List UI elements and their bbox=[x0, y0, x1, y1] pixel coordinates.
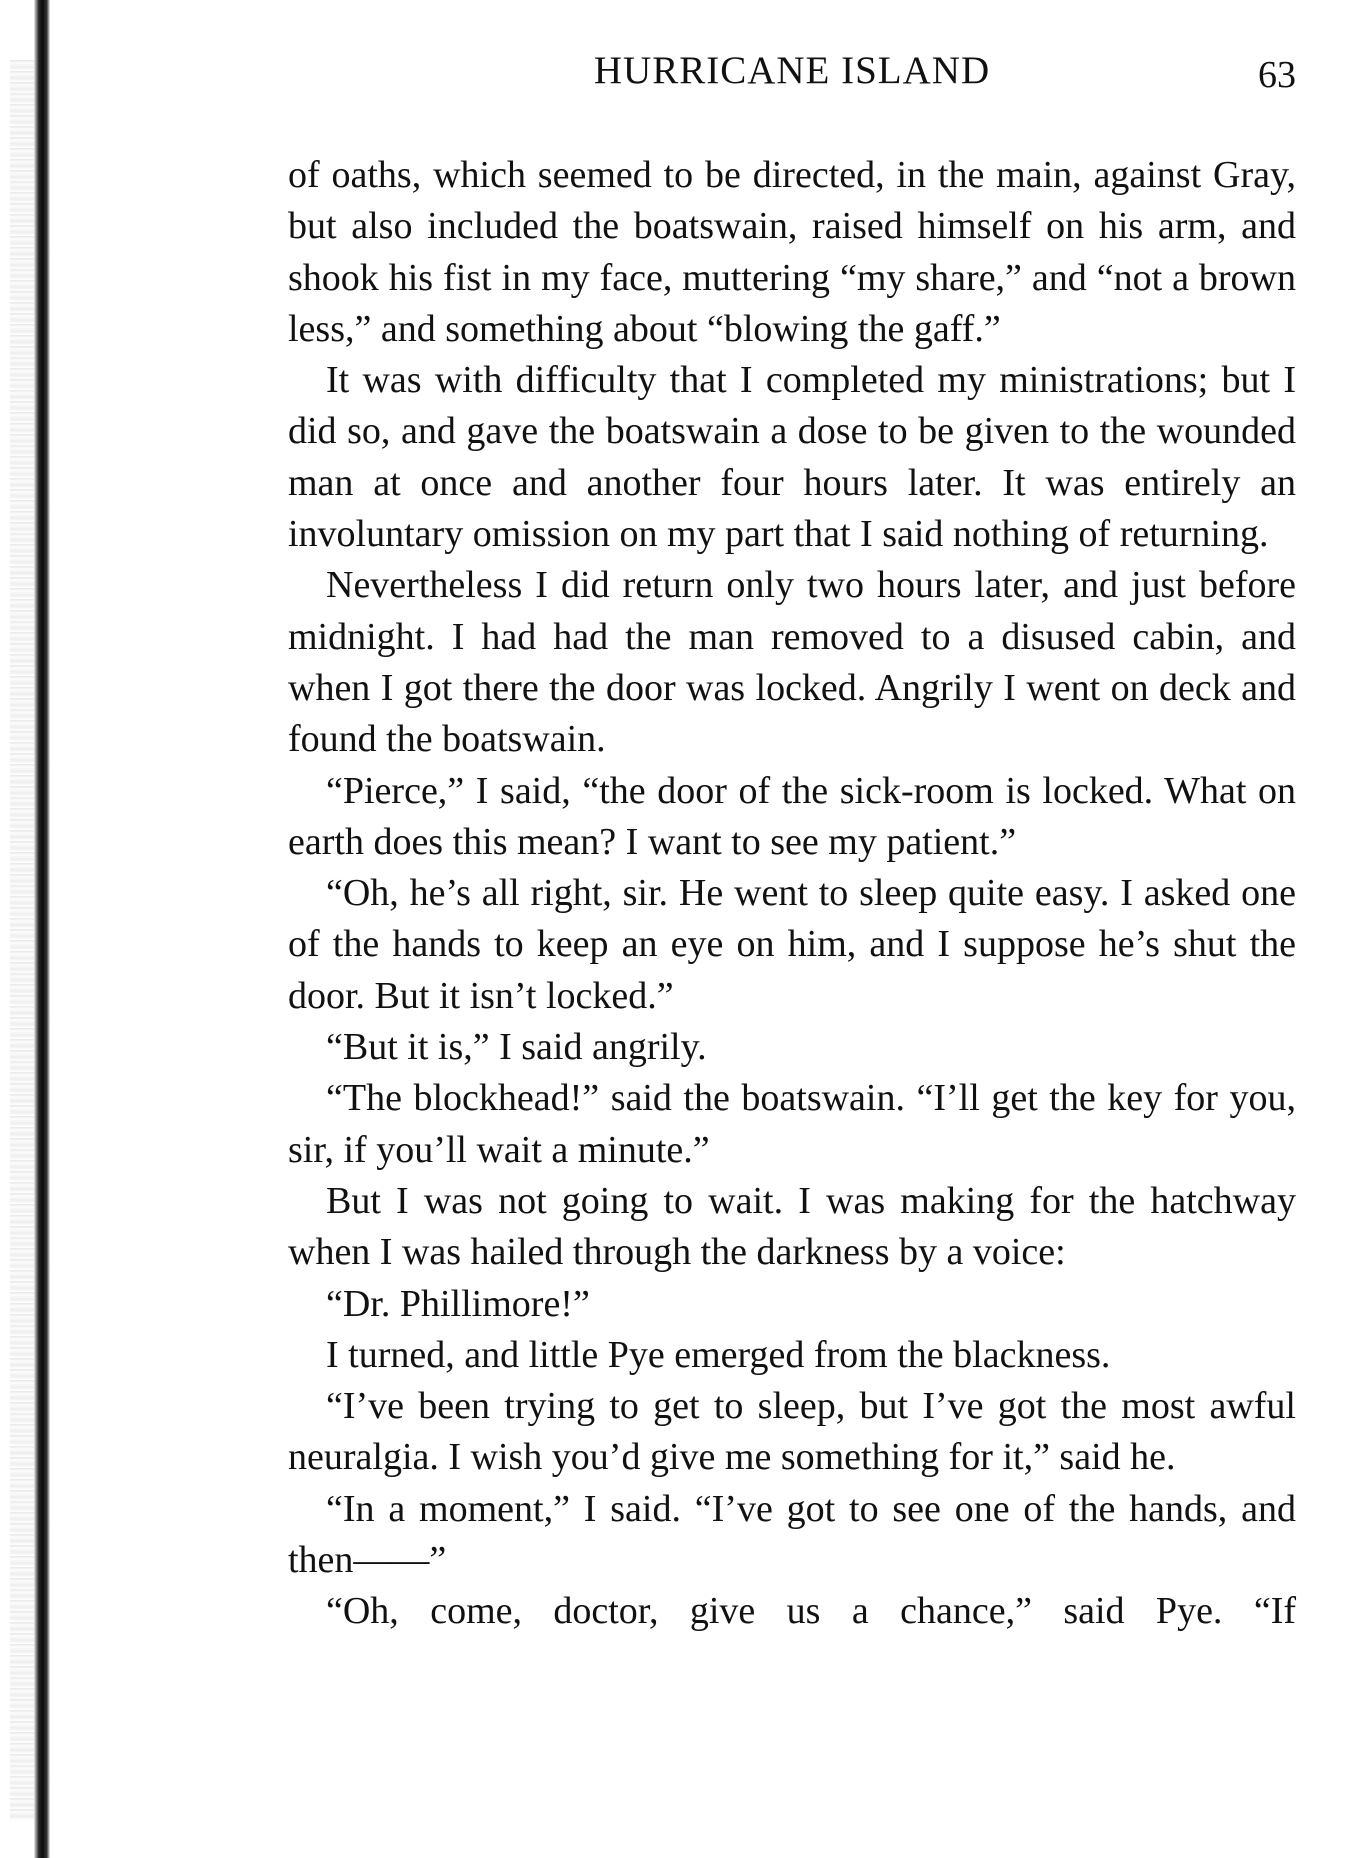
paragraph-dialogue: “In a moment,” I said. “I’ve got to see one of the hands, and then——” bbox=[288, 1487, 1296, 1582]
paragraph-dialogue: “The blockhead!” said the boatswain. “I’ll get the key for you, sir, if you’ll wait a minute.” bbox=[288, 1077, 1296, 1171]
paragraph-dialogue: “Dr. Phillimore!” bbox=[326, 1282, 590, 1325]
paragraph-dialogue: “Oh, he’s all right, sir. He went to sleep quite easy. I asked one of the hands to keep an eye on him, and I suppose he’s shut the door. But it isn’t locked.” bbox=[288, 872, 1296, 1017]
running-title: HURRICANE ISLAND bbox=[593, 49, 991, 92]
paragraph-continuation: of oaths, which seemed to be directed, in the main, against Gray, but also included the boatswain, raised himself on his arm, and shook his fist in my face, muttering “my share,” and “not a brown less,” and something about “blowing the gaff.” bbox=[288, 154, 1296, 350]
paragraph: Nevertheless I did return only two hours later, and just before midnight. I had had the man removed to a disused cabin, and when I got there the door was locked. Angrily I went on deck and found the boatswain. bbox=[288, 564, 1296, 761]
book-binding-edge bbox=[34, 0, 50, 1858]
running-head bbox=[288, 46, 1296, 96]
paragraph-dialogue: “But it is,” I said angrily. bbox=[326, 1026, 707, 1069]
paragraph-dialogue: “I’ve been trying to get to sleep, but I’ve got the most awful neuralgia. I wish you’d give me something for it,” said he. bbox=[288, 1385, 1296, 1479]
paragraph-dialogue: “Pierce,” I said, “the door of the sick-room is locked. What on earth does this mean? I want to see my patient.” bbox=[288, 769, 1296, 863]
body-text bbox=[288, 150, 1296, 1638]
paragraph-dialogue-continues: “Oh, come, doctor, give us a chance,” said Pye. “If bbox=[326, 1590, 1296, 1633]
page-number: 63 bbox=[1258, 54, 1296, 96]
paragraph: But I was not going to wait. I was making for the hatchway when I was hailed through the darkness by a voice: bbox=[288, 1179, 1296, 1274]
paragraph: It was with difficulty that I completed my ministrations; but I did so, and gave the boatswain a dose to be given to the wounded man at once and another four hours later. It was entirely an involuntary omission on my part that I said nothing of returning. bbox=[288, 359, 1296, 556]
paragraph: I turned, and little Pye emerged from the blackness. bbox=[326, 1333, 1111, 1376]
